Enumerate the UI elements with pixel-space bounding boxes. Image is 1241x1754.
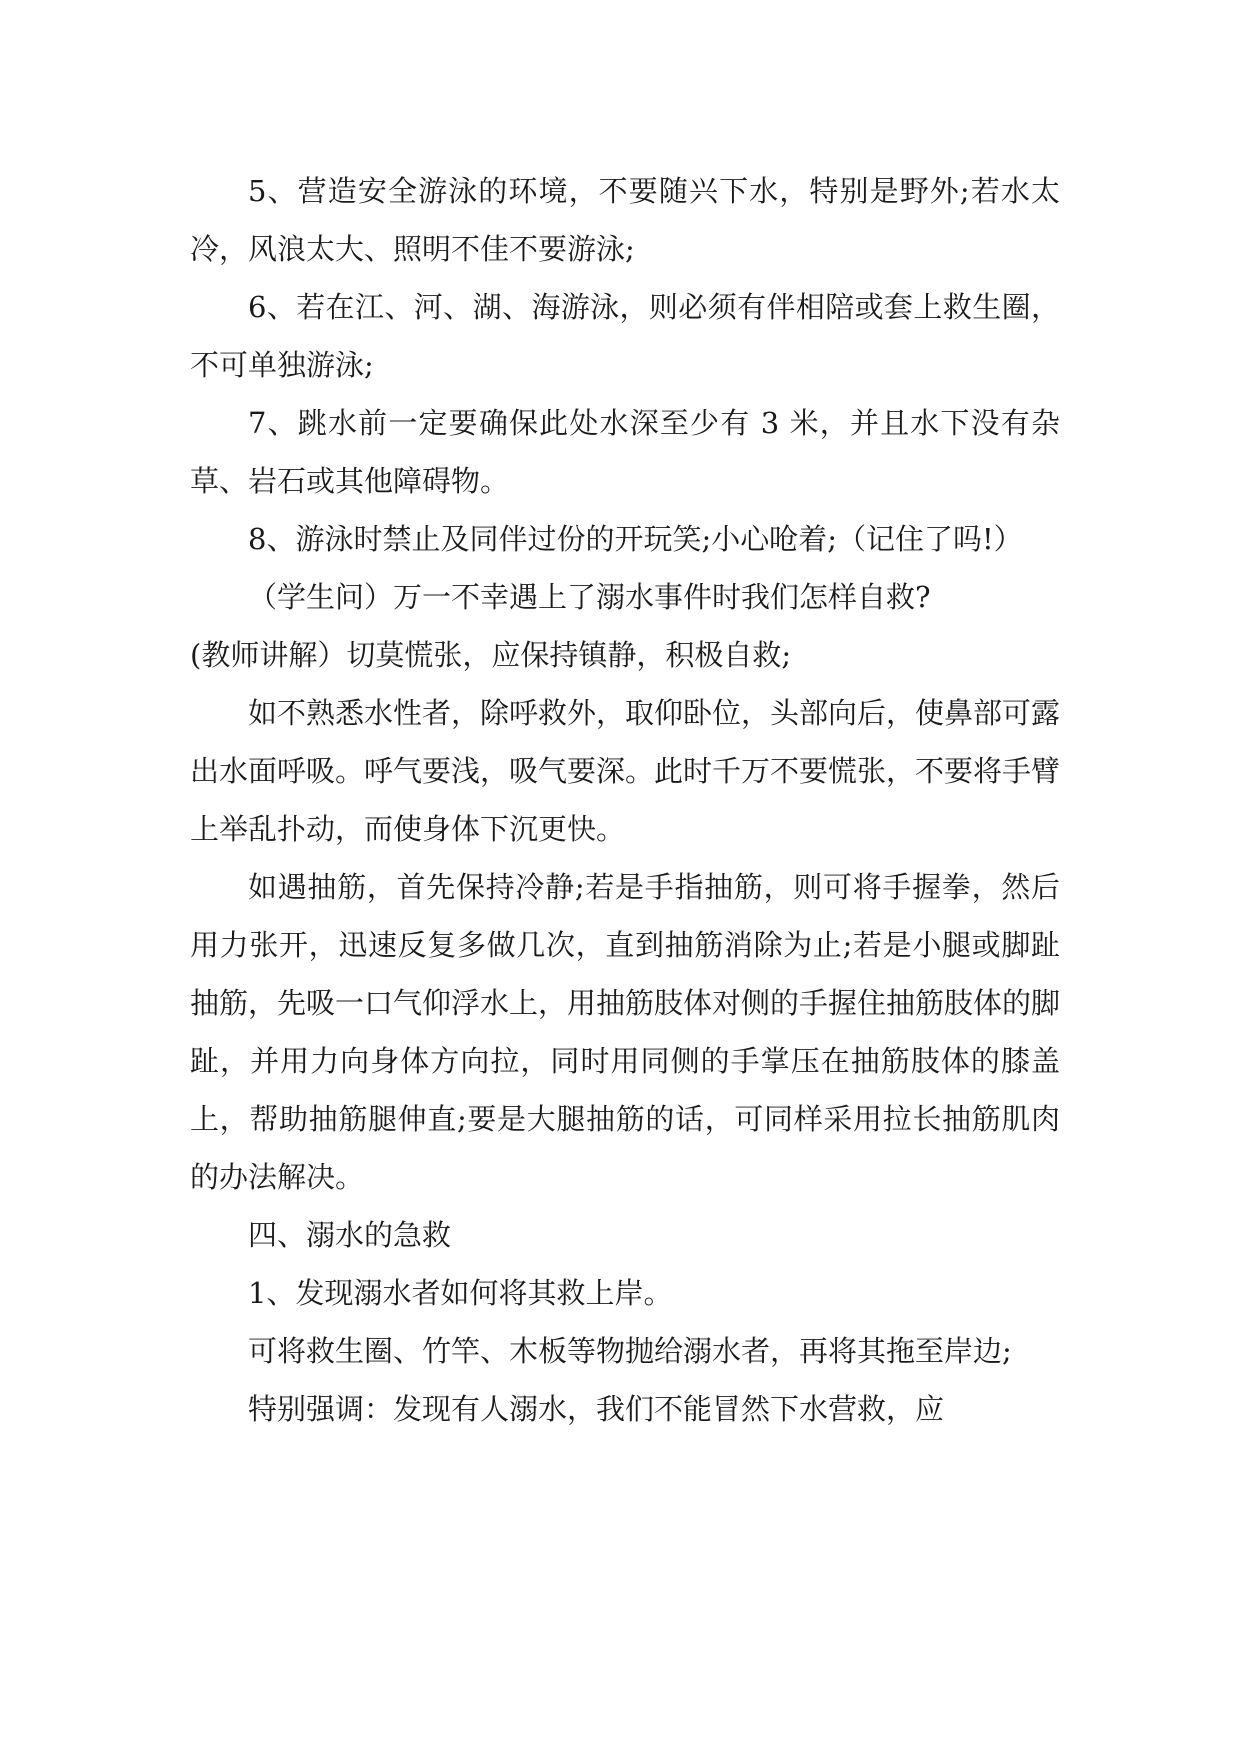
paragraph-student-question: （学生问）万一不幸遇上了溺水事件时我们怎样自救? (248, 580, 931, 614)
paragraph-special-emphasis: 特别强调：发现有人溺水，我们不能冒然下水营救，应 (248, 1392, 945, 1426)
paragraph-unfamiliar-swimmer: 如不熟悉水性者，除呼救外，取仰卧位，头部向后，使鼻部可露出水面呼吸。呼气要浅，吸气要深。此时千万不要慌张，不要将手臂上举乱扑动，而使身体下沉更快。 (190, 696, 1061, 846)
document-page (190, 162, 1060, 1438)
paragraph-item-8: 8、游泳时禁止及同伴过份的开玩笑;小心呛着;（记住了吗!） (248, 522, 1023, 556)
paragraph-item-7: 7、跳水前一定要确保此处水深至少有 3 米，并且水下没有杂草、岩石或其他障碍物。 (190, 406, 1060, 498)
paragraph-item-5: 5、营造安全游泳的环境，不要随兴下水，特别是野外;若水太冷，风浪太大、照明不佳不要游泳; (190, 174, 1060, 266)
section-heading-first-aid: 四、溺水的急救 (248, 1218, 452, 1252)
paragraph-item-6: 6、若在江、河、湖、海游泳，则必须有伴相陪或套上救生圈，不可单独游泳; (190, 290, 1060, 382)
paragraph-throw-aid: 可将救生圈、竹竿、木板等物抛给溺水者，再将其拖至岸边; (248, 1334, 1012, 1368)
paragraph-cramp: 如遇抽筋，首先保持冷静;若是手指抽筋，则可将手握拳，然后用力张开，迅速反复多做几次，直到抽筋消除为止;若是小腿或脚趾抽筋，先吸一口气仰浮水上，用抽筋肢体对侧的手握住抽筋肢体的脚趾，并用力向身体方向拉，同时用同侧的手掌压在抽筋肢体的膝盖上，帮助抽筋腿伸直;要是大腿抽筋的话，可同样采用拉长抽筋肌肉的办法解决。 (190, 870, 1061, 1194)
paragraph-teacher-explanation: (教师讲解）切莫慌张，应保持镇静，积极自救; (190, 638, 792, 672)
paragraph-rescue-step-1: 1、发现溺水者如何将其救上岸。 (248, 1276, 673, 1310)
